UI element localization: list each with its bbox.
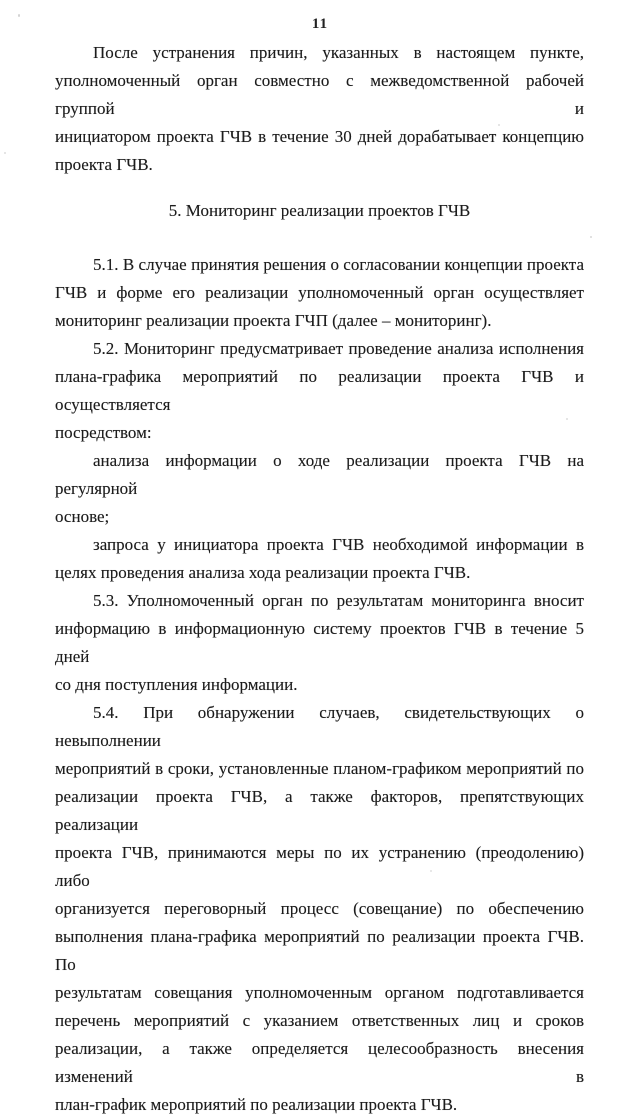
text-line: запроса у инициатора проекта ГЧВ необходимой информации в <box>93 535 584 554</box>
text-line: реализации, а также определяется целесообразность внесения изменений в <box>55 1039 584 1086</box>
text-line: После устранения причин, указанных в настоящем пункте, <box>93 43 584 62</box>
text-line: организуется переговорный процесс (совещание) по обеспечению <box>55 899 584 918</box>
text-line: 5.2. Мониторинг предусматривает проведение анализа исполнения <box>93 339 584 358</box>
scan-speck <box>566 418 568 420</box>
text-line: плана-графика мероприятий по реализации проекта ГЧВ и осуществляется <box>55 367 584 414</box>
text-line: информацию в информационную систему проектов ГЧВ в течение 5 дней <box>55 619 584 666</box>
text-line: посредством: <box>55 423 152 442</box>
scan-speck <box>18 14 20 17</box>
scan-speck <box>4 152 6 154</box>
text-line: основе; <box>55 507 110 526</box>
text-line: результатам совещания уполномоченным органом подготавливается <box>55 983 584 1002</box>
paragraph <box>55 587 584 699</box>
scan-speck <box>498 124 500 126</box>
paragraph <box>55 447 584 531</box>
paragraph <box>55 531 584 587</box>
text-line: целях проведения анализа хода реализации проекта ГЧВ. <box>55 563 471 582</box>
text-line: мероприятий в сроки, установленные планом-графиком мероприятий по <box>55 759 584 778</box>
text-line: инициатором проекта ГЧВ в течение 30 дней дорабатывает концепцию <box>55 127 584 146</box>
text-line: уполномоченный орган совместно с межведомственной рабочей группой и <box>55 71 584 118</box>
text-line: мониторинг реализации проекта ГЧП (далее – мониторинг). <box>55 311 492 330</box>
text-line: перечень мероприятий с указанием ответственных лиц и сроков <box>55 1011 584 1030</box>
text-line: со дня поступления информации. <box>55 675 298 694</box>
paragraph <box>55 335 584 447</box>
document-body <box>0 39 640 1119</box>
text-line: 5.1. В случае принятия решения о согласовании концепции проекта <box>93 255 584 274</box>
paragraph <box>55 699 584 1119</box>
section-heading <box>55 197 584 225</box>
text-line: реализации проекта ГЧВ, а также факторов, препятствующих реализации <box>55 787 584 834</box>
page-number: 11 <box>311 16 329 32</box>
text-line: план-график мероприятий по реализации проекта ГЧВ. <box>55 1095 458 1114</box>
paragraph <box>55 39 584 179</box>
text-line: выполнения плана-графика мероприятий по реализации проекта ГЧВ. По <box>55 927 584 974</box>
paragraph <box>55 251 584 335</box>
text-line: 5.3. Уполномоченный орган по результатам мониторинга вносит <box>93 591 584 610</box>
text-line: 5.4. При обнаружении случаев, свидетельствующих о невыполнении <box>55 703 584 750</box>
text-line: анализа информации о ходе реализации проекта ГЧВ на регулярной <box>55 451 584 498</box>
scan-speck <box>590 236 592 238</box>
scan-speck <box>430 870 432 872</box>
text-line: ГЧВ и форме его реализации уполномоченный орган осуществляет <box>55 283 584 302</box>
text-line: 5. Мониторинг реализации проектов ГЧВ <box>168 201 471 220</box>
text-line: проекта ГЧВ, принимаются меры по их устранению (преодолению) либо <box>55 843 584 890</box>
text-line: проекта ГЧВ. <box>55 155 153 174</box>
